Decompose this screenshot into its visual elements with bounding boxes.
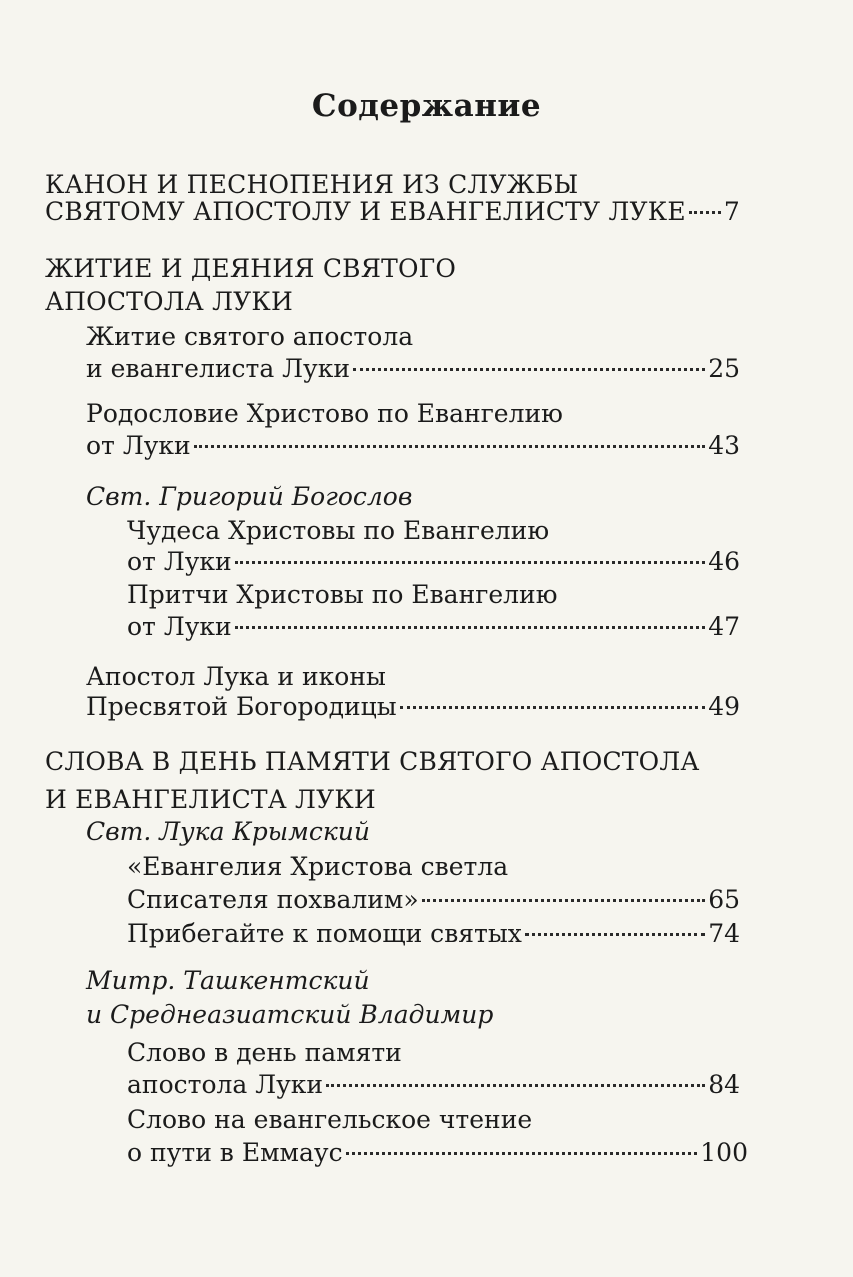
toc-entry-title: «Евангелия Христова светла xyxy=(127,852,509,881)
leader-dots xyxy=(194,445,706,448)
page-number: 65 xyxy=(708,885,740,914)
toc-entry-title: Притчи Христовы по Евангелию xyxy=(127,580,558,609)
section-heading-line: И ЕВАНГЕЛИСТА ЛУКИ xyxy=(45,785,376,814)
toc-entry[interactable] xyxy=(127,883,740,917)
section-heading-line: СЛОВА В ДЕНЬ ПАМЯТИ СВЯТОГО АПОСТОЛА xyxy=(45,747,700,776)
leader-dots xyxy=(326,1084,705,1087)
toc-entry-title: Чудеса Христовы по Евангелию xyxy=(127,516,550,545)
toc-entry[interactable] xyxy=(86,690,740,724)
page-number: 84 xyxy=(708,1070,740,1099)
leader-dots xyxy=(400,706,706,709)
page-number: 49 xyxy=(708,692,740,721)
toc-entry-title: Апостол Лука и иконы xyxy=(86,662,386,691)
leader-dots xyxy=(689,211,721,214)
page-number: 43 xyxy=(708,431,740,460)
toc-entry-title: Родословие Христово по Евангелию xyxy=(86,399,563,428)
section-heading-line: СВЯТОМУ АПОСТОЛУ И ЕВАНГЕЛИСТУ ЛУКЕ xyxy=(45,197,686,226)
page-number: 100 xyxy=(700,1138,748,1167)
toc-entry[interactable] xyxy=(127,1136,748,1170)
leader-dots xyxy=(235,626,706,629)
leader-dots xyxy=(422,899,706,902)
toc-entry[interactable] xyxy=(127,917,740,951)
toc-entry[interactable] xyxy=(45,195,740,229)
toc-entry[interactable] xyxy=(127,610,740,644)
toc-entry[interactable] xyxy=(86,352,740,386)
leader-dots xyxy=(346,1152,698,1155)
toc-entry-title: Житие святого апостола xyxy=(86,322,414,351)
author-name: Митр. Ташкентский xyxy=(86,966,370,995)
toc-entry-title: о пути в Еммаус xyxy=(127,1138,343,1167)
toc-entry[interactable] xyxy=(86,429,740,463)
toc-entry-title: апостола Луки xyxy=(127,1070,324,1099)
page-number: 46 xyxy=(708,547,740,576)
page-number: 25 xyxy=(708,354,740,383)
toc-entry[interactable] xyxy=(127,1068,740,1102)
author-name: Свт. Григорий Богослов xyxy=(86,482,413,511)
toc-entry-title: и евангелиста Луки xyxy=(86,354,351,383)
page-number: 7 xyxy=(723,197,740,226)
page-number: 74 xyxy=(708,919,740,948)
section-heading-line: ЖИТИЕ И ДЕЯНИЯ СВЯТОГО xyxy=(45,254,457,283)
leader-dots xyxy=(235,561,706,564)
leader-dots xyxy=(353,368,705,371)
toc-entry-title: Пресвятой Богородицы xyxy=(86,692,397,721)
toc-entry-title: Списателя похвалим» xyxy=(127,885,419,914)
page-title: Содержание xyxy=(311,88,542,124)
author-name: Свт. Лука Крымский xyxy=(86,817,370,846)
section-heading-line: АПОСТОЛА ЛУКИ xyxy=(45,287,293,316)
page-number: 47 xyxy=(708,612,740,641)
toc-entry[interactable] xyxy=(127,545,740,579)
leader-dots xyxy=(525,933,705,936)
section-heading-line: КАНОН И ПЕСНОПЕНИЯ ИЗ СЛУЖБЫ xyxy=(45,170,579,199)
toc-entry-title: Слово на евангельское чтение xyxy=(127,1105,533,1134)
toc-entry-title: от Луки xyxy=(86,431,191,460)
toc-entry-title: Прибегайте к помощи святых xyxy=(127,919,522,948)
author-name: и Среднеазиатский Владимир xyxy=(86,1000,494,1029)
toc-entry-title: Слово в день памяти xyxy=(127,1038,402,1067)
toc-entry-title: от Луки xyxy=(127,612,232,641)
toc-entry-title: от Луки xyxy=(127,547,232,576)
